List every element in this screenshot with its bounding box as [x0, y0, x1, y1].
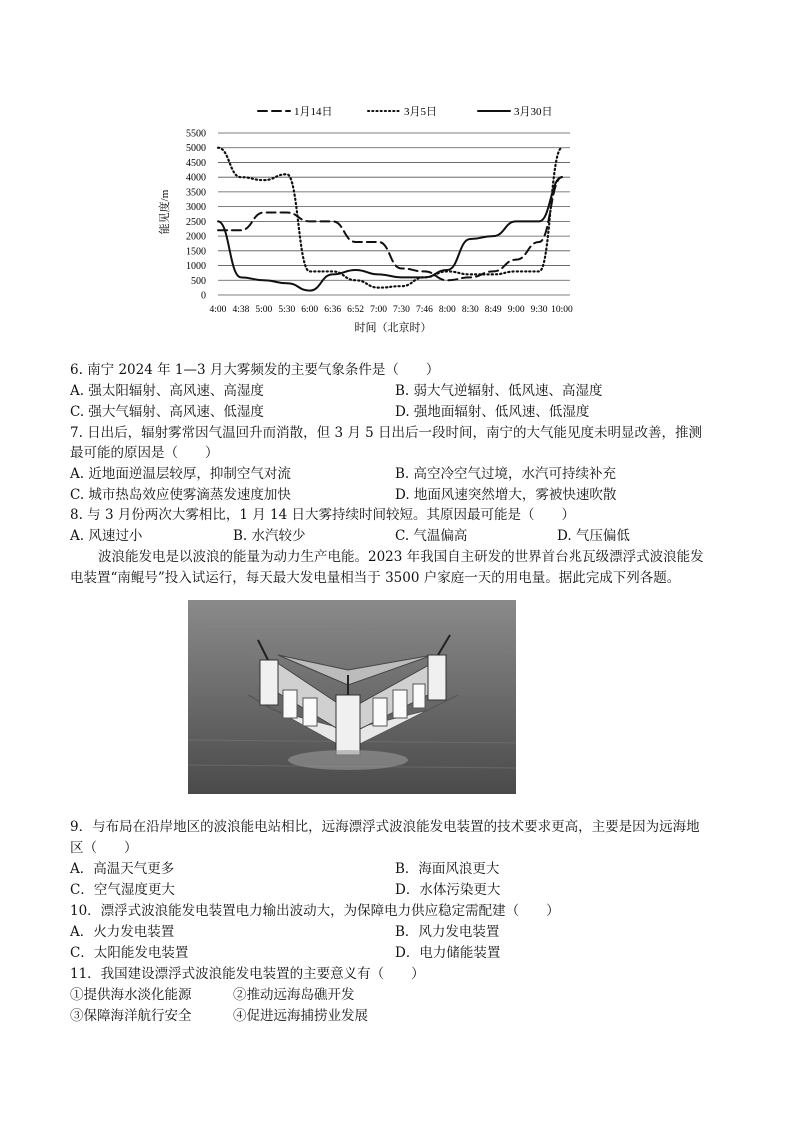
question-10-stem: 10．漂浮式波浪能发电装置电力输出波动大，为保障电力供应稳定需配建（ ）	[70, 903, 560, 919]
x-tick-label: 8:49	[484, 305, 502, 315]
legend-label-2: 3月5日	[404, 106, 437, 118]
question-9-stem: 9．与布局在沿岸地区的波浪能电站相比，远海漂浮式波浪能发电装置的技术要求更高，主要是因为远海地	[70, 819, 700, 835]
y-tick-label: 3000	[186, 202, 206, 214]
x-tick-label: 8:00	[438, 305, 456, 315]
x-tick-label: 6:52	[347, 305, 365, 315]
legend-label-1: 1月14日	[294, 106, 333, 118]
y-tick-label: 5500	[186, 128, 206, 140]
q8-option-b[interactable]: B. 水汽较少	[233, 528, 306, 544]
q10-option-c[interactable]: C．太阳能发电装置	[70, 945, 189, 961]
q7-option-a[interactable]: A. 近地面逆温层较厚，抑制空气对流	[70, 466, 291, 482]
chart-series	[218, 148, 562, 291]
x-tick-label: 4:38	[232, 305, 250, 315]
x-tick-label: 7:30	[393, 305, 410, 315]
q9-option-b[interactable]: B．海面风浪更大	[395, 861, 500, 877]
y-tick-label: 1000	[186, 261, 206, 273]
x-tick-label: 5:30	[278, 305, 296, 315]
q11-choice-4[interactable]: ④促进远海捕捞业发展	[233, 1008, 368, 1024]
q11-choice-1[interactable]: ①提供海水淡化能源	[70, 987, 192, 1003]
x-tick-label: 8:30	[461, 305, 479, 315]
q11-choice-2[interactable]: ②推动远海岛礁开发	[233, 987, 355, 1003]
q6-option-d[interactable]: D. 强地面辐射、低风速、低湿度	[395, 404, 590, 420]
wave-energy-device-photo	[188, 600, 516, 794]
question-9-stem-cont: 区（ ）	[70, 840, 138, 856]
x-tick-label: 7:46	[415, 305, 433, 315]
question-8-stem: 8. 与 3 月份两次大雾相比，1 月 14 日大雾持续时间较短。其原因最可能是（ ）	[70, 507, 575, 523]
visibility-line-chart	[150, 95, 590, 345]
y-tick-label: 2500	[186, 216, 206, 228]
x-tick-label: 7:00	[370, 305, 387, 315]
x-tick-label: 6:36	[324, 305, 342, 315]
x-tick-label: 4:00	[209, 305, 227, 315]
series-line-3	[218, 177, 562, 290]
y-tick-label: 0	[201, 290, 206, 302]
q10-option-a[interactable]: A．火力发电装置	[70, 924, 175, 940]
x-tick-label: 6:00	[301, 305, 319, 315]
legend-label-3: 3月30日	[514, 106, 553, 118]
q11-choice-3[interactable]: ③保障海洋航行安全	[70, 1008, 192, 1024]
q10-option-b[interactable]: B．风力发电装置	[395, 924, 500, 940]
question-11-stem: 11．我国建设漂浮式波浪能发电装置的主要意义有（ ）	[70, 966, 425, 982]
y-tick-label: 5000	[186, 143, 206, 155]
x-tick-label: 10:00	[551, 305, 573, 315]
y-tick-label: 4000	[186, 172, 206, 184]
q6-option-c[interactable]: C. 强大气辐射、高风速、低湿度	[70, 404, 264, 420]
x-tick-label: 9:00	[507, 305, 525, 315]
y-tick-label: 500	[191, 275, 206, 287]
q7-option-c[interactable]: C. 城市热岛效应使雾滴蒸发速度加快	[70, 487, 291, 503]
x-tick-label: 9:30	[530, 305, 548, 315]
y-tick-label: 2000	[186, 231, 206, 243]
q6-option-b[interactable]: B. 弱大气逆辐射、低风速、高湿度	[395, 383, 603, 399]
q8-option-a[interactable]: A. 风速过小	[70, 528, 143, 544]
q9-option-c[interactable]: C．空气湿度更大	[70, 882, 175, 898]
intro-paragraph-line2: 电装置“南鲲号”投入试运行，每天最大发电量相当于 3500 户家庭一天的用电量。据此完成下列各题。	[70, 570, 681, 586]
chart-legend	[258, 105, 553, 118]
question-6-stem: 6. 南宁 2024 年 1—3 月大雾频发的主要气象条件是（ ）	[70, 362, 440, 378]
y-tick-label: 1500	[186, 246, 206, 258]
series-line-2	[218, 148, 562, 288]
q6-option-a[interactable]: A. 强太阳辐射、高风速、高湿度	[70, 383, 264, 399]
x-axis-label: 时间（北京时）	[354, 322, 432, 334]
q7-option-b[interactable]: B. 高空冷空气过境，水汽可持续补充	[395, 466, 617, 482]
q7-option-d[interactable]: D. 地面风速突然增大，雾被快速吹散	[395, 487, 617, 503]
q8-option-c[interactable]: C. 气温偏高	[395, 528, 468, 544]
intro-paragraph-line1: 波浪能发电是以波浪的能量为动力生产电能。2023 年我国自主研发的世界首台兆瓦级漂浮式波浪能发	[98, 549, 704, 565]
question-7-stem: 7. 日出后，辐射雾常因气温回升而消散，但 3 月 5 日出后一段时间，南宁的大气能见度未明显改善，推测	[70, 425, 703, 441]
q9-option-a[interactable]: A．高温天气更多	[70, 861, 175, 877]
y-axis-ticks	[186, 129, 206, 302]
y-axis-label: 能见度/m	[159, 189, 171, 235]
x-tick-label: 5:00	[255, 305, 273, 315]
y-tick-label: 3500	[186, 187, 206, 199]
question-7-stem-cont: 最可能的原因是（ ）	[70, 445, 219, 461]
q10-option-d[interactable]: D．电力储能装置	[395, 945, 501, 961]
q9-option-d[interactable]: D．水体污染更大	[395, 882, 501, 898]
y-tick-label: 4500	[186, 157, 206, 169]
series-line-1	[218, 177, 562, 280]
x-axis-ticks	[210, 305, 574, 315]
q8-option-d[interactable]: D. 气压偏低	[557, 528, 630, 544]
